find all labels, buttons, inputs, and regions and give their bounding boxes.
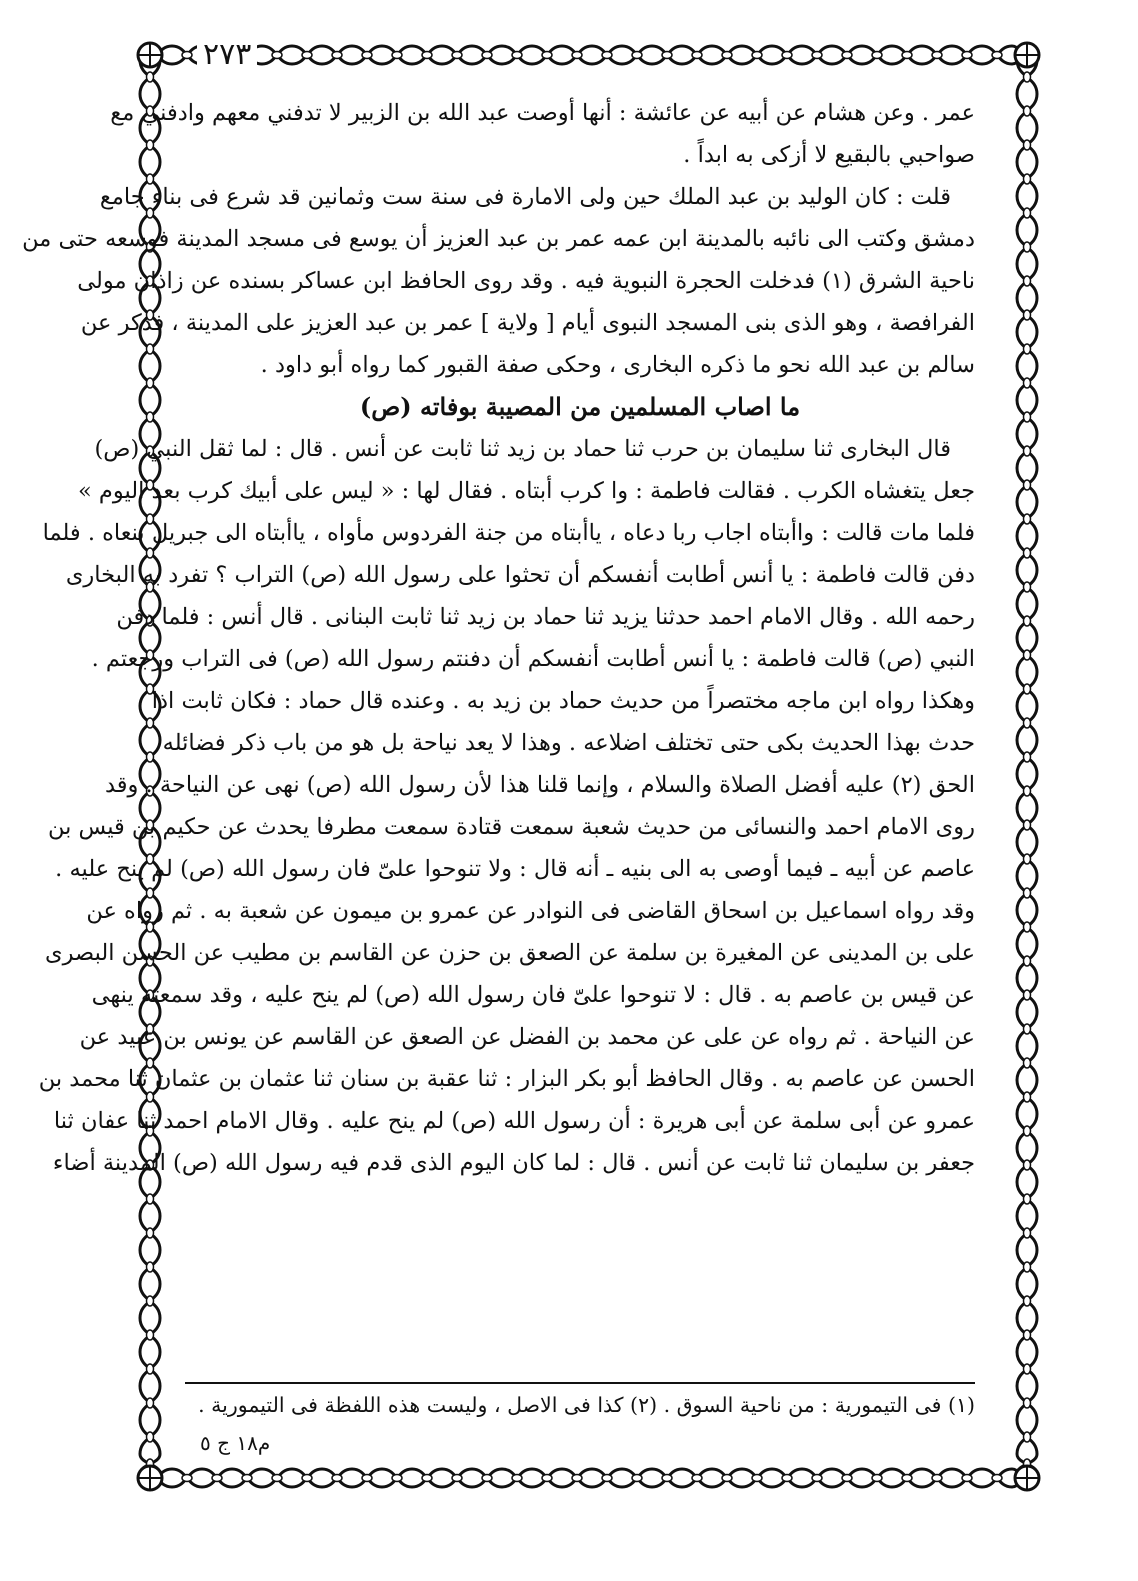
page-number: ٢٧٣ bbox=[197, 40, 257, 70]
text-line: فلما مات قالت : واأبتاه اجاب ربا دعاه ، ياأبتاه من جنة الفردوس مأواه ، ياأبتاه الى جبريل ننعاه . فلما bbox=[42, 520, 975, 546]
text-line: عمرو عن أبى سلمة عن أبى هريرة : أن رسول الله (ص) لم ينح عليه . وقال الامام احمد ثنا عفان ثنا bbox=[53, 1108, 975, 1134]
text-line: دمشق وكتب الى نائبه بالمدينة ابن عمه عمر بن عبد العزيز أن يوسع فى مسجد المدينة فوسعه حتى من bbox=[22, 226, 975, 252]
text-line: الحق (٢) عليه أفضل الصلاة والسلام ، وإنما قلنا هذا لأن رسول الله (ص) نهى عن النياحة . وقد bbox=[104, 772, 975, 798]
text-line: عمر . وعن هشام عن أبيه عن عائشة : أنها أوصت عبد الله بن الزبير لا تدفني معهم وادفني مع bbox=[110, 100, 975, 126]
text-line: ناحية الشرق (١) فدخلت الحجرة النبوية فيه . وقد روى الحافظ ابن عساكر بسنده عن زاذان مولى bbox=[77, 268, 975, 294]
text-line: قال البخارى ثنا سليمان بن حرب ثنا حماد بن زيد ثنا ثابت عن أنس . قال : لما ثقل النبي (ص) bbox=[94, 436, 951, 462]
text-line: جعفر بن سليمان ثنا ثابت عن أنس . قال : لما كان اليوم الذى قدم فيه رسول الله (ص) المدينة أضاء bbox=[52, 1150, 975, 1176]
text-line: وقد رواه اسماعيل بن اسحاق القاضى فى النوادر عن عمرو بن ميمون عن شعبة به . ثم رواه عن bbox=[86, 898, 975, 924]
main-text bbox=[22, 92, 975, 1184]
text-line: دفن قالت فاطمة : يا أنس أطابت أنفسكم أن تحثوا على رسول الله (ص) التراب ؟ تفرد به البخارى bbox=[65, 562, 975, 588]
text-line: قلت : كان الوليد بن عبد الملك حين ولى الامارة فى سنة ست وثمانين قد شرع فى بناء جامع bbox=[99, 184, 951, 210]
text-line: جعل يتغشاه الكرب . فقالت فاطمة : وا كرب أبتاه . فقال لها : « ليس على أبيك كرب بعد اليوم » bbox=[78, 478, 975, 504]
text-line: رحمه الله . وقال الامام احمد حدثنا يزيد ثنا حماد بن زيد ثنا ثابت البنانى . قال أنس : فلما دفن bbox=[116, 604, 975, 630]
text-line: عاصم عن أبيه ـ فيما أوصى به الى بنيه ـ أنه قال : ولا تنوحوا علىّ فان رسول الله (ص) لم ينح عليه . bbox=[55, 856, 975, 882]
text-line: حدث بهذا الحديث بكى حتى تختلف اضلاعه . وهذا لا يعد نياحة بل هو من باب ذكر فضائله bbox=[162, 730, 975, 756]
text-line: عن النياحة . ثم رواه عن على عن محمد بن الفضل عن الصعق عن القاسم عن يونس بن عبيد عن bbox=[79, 1024, 975, 1050]
text-line: روى الامام احمد والنسائى من حديث شعبة سمعت قتادة سمعت مطرفا يحدث عن حكيم بن قيس بن bbox=[48, 814, 975, 840]
volume-signature: م١٨ ج ٥ bbox=[200, 1431, 271, 1455]
text-line: وهكذا رواه ابن ماجه مختصراً من حديث حماد بن زيد به . وعنده قال حماد : فكان ثابت اذا bbox=[151, 688, 975, 714]
footnotes: (١) فى التيمورية : من ناحية السوق . (٢) كذا فى الاصل ، وليست هذه اللفظة فى التيمورية . bbox=[198, 1393, 975, 1417]
text-line: صواحبي بالبقيع لا أزكى به ابداً . bbox=[683, 142, 975, 168]
text-line: عن قيس بن عاصم به . قال : لا تنوحوا علىّ فان رسول الله (ص) لم ينح عليه ، وقد سمعته ينهى bbox=[91, 982, 975, 1008]
text-line: الفرافصة ، وهو الذى بنى المسجد النبوى أيام [ ولاية ] عمر بن عبد العزيز على المدينة ، فذكر عن bbox=[80, 310, 975, 336]
text-line: سالم بن عبد الله نحو ما ذكره البخارى ، وحكى صفة القبور كما رواه أبو داود . bbox=[260, 352, 975, 378]
section-heading: ما اصاب المسلمين من المصيبة بوفاته (ص) bbox=[359, 392, 801, 421]
text-line: الحسن عن عاصم به . وقال الحافظ أبو بكر البزار : ثنا عقبة بن سنان ثنا عثمان بن عثمان ثنا محمد بن bbox=[38, 1066, 975, 1092]
text-line: على بن المدينى عن المغيرة بن سلمة عن الصعق بن حزن عن القاسم بن مطيب عن الحسن البصرى bbox=[45, 940, 975, 966]
footnote-divider bbox=[185, 1382, 975, 1384]
text-line: النبي (ص) قالت فاطمة : يا أنس أطابت أنفسكم أن دفنتم رسول الله (ص) فى التراب ورجعتم . bbox=[91, 646, 975, 672]
